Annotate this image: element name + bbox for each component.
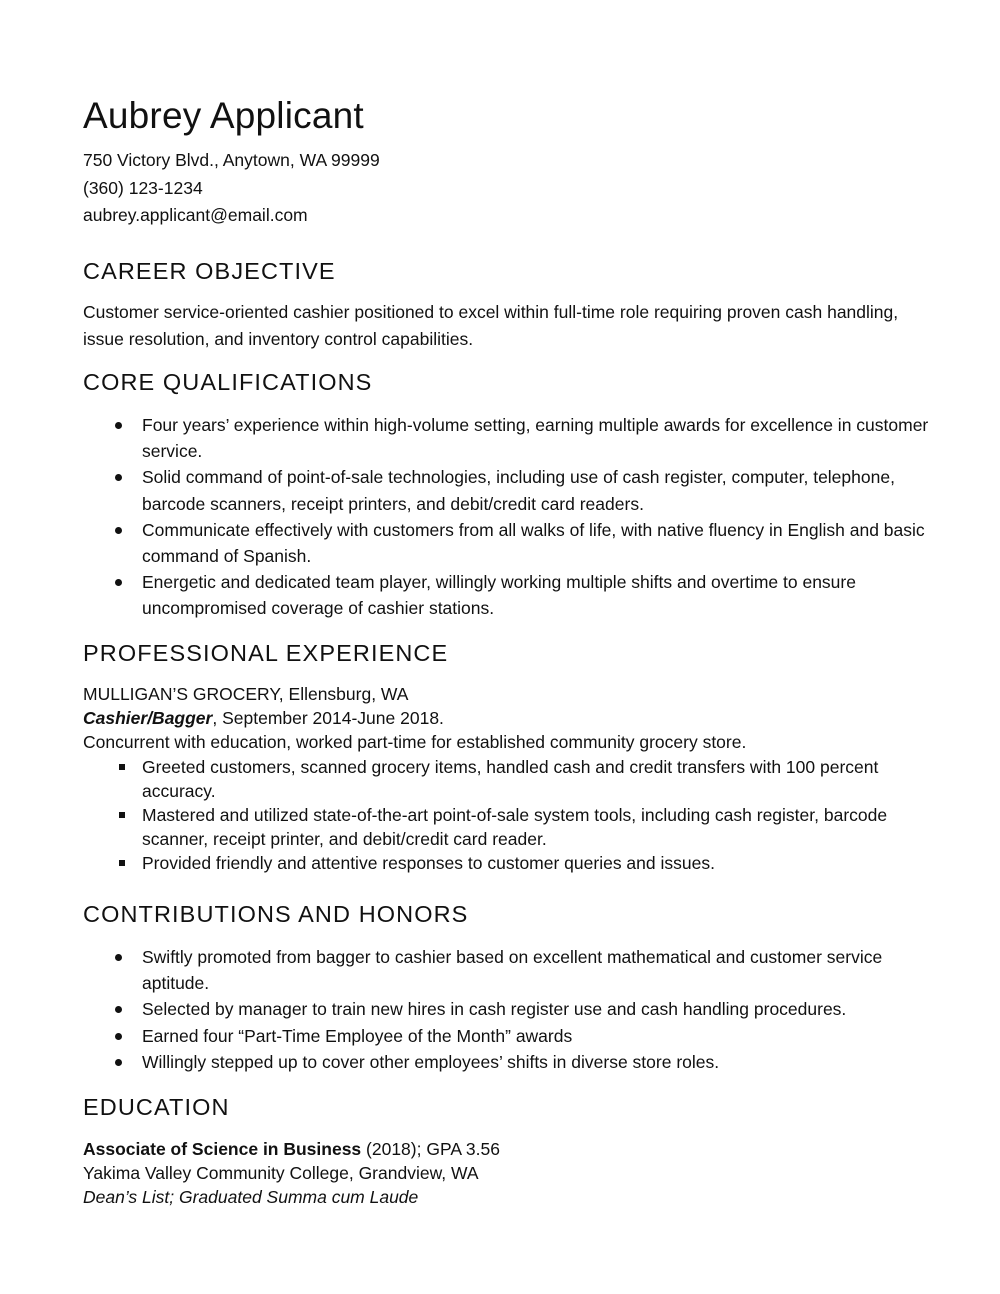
list-item: Solid command of point-of-sale technologies, including use of cash register, computer, telephone, barcode scanners, receipt printers, and debit/credit card readers. [83,464,933,516]
list-item: Willingly stepped up to cover other employees’ shifts in diverse store roles. [83,1049,933,1075]
section-title-qualifications: CORE QUALIFICATIONS [83,369,373,395]
list-item: Four years’ experience within high-volume setting, earning multiple awards for excellence in customer service. [83,412,933,464]
bullet-icon [115,1059,122,1066]
section-title-honors: CONTRIBUTIONS AND HONORS [83,901,469,927]
bullet-icon [115,954,122,961]
list-item: Energetic and dedicated team player, willingly working multiple shifts and overtime to ensure uncompromised coverage of cashier stations. [83,569,933,621]
employer: MULLIGAN’S GROCERY, Ellensburg, WA [83,684,409,704]
phone: (360) 123-1234 [83,177,203,198]
contact-block [83,147,380,230]
applicant-name: Aubrey Applicant [83,95,364,136]
experience-list [83,755,933,875]
honors-list [83,944,933,1075]
job-dates: , September 2014-June 2018. [212,708,444,728]
job-summary: Concurrent with education, worked part-time for established community grocery store. [83,732,747,752]
bullet-icon [115,527,122,534]
list-item: Swiftly promoted from bagger to cashier based on excellent mathematical and customer service aptitude. [83,944,933,996]
email: aubrey.applicant@email.com [83,205,308,225]
address: 750 Victory Blvd., Anytown, WA 99999 [83,150,380,170]
objective-text: Customer service-oriented cashier positioned to excel within full-time role requiring proven cash handling, issue resolution, and inventory control capabilities. [83,302,899,349]
degree-line [83,1137,500,1161]
qualifications-list [83,412,933,622]
list-item: Selected by manager to train new hires in cash register use and cash handling procedures. [83,996,933,1022]
section-title-experience: PROFESSIONAL EXPERIENCE [83,640,449,666]
list-item: Greeted customers, scanned grocery items, handled cash and credit transfers with 100 percent accuracy. [83,755,933,803]
list-item: Provided friendly and attentive responses to customer queries and issues. [83,851,933,875]
square-bullet-icon [119,764,125,770]
square-bullet-icon [119,860,125,866]
school: Yakima Valley Community College, Grandview, WA [83,1163,479,1183]
list-item: Earned four “Part-Time Employee of the Month” awards [83,1023,933,1049]
bullet-icon [115,579,122,586]
degree: Associate of Science in Business [83,1139,362,1159]
job-title: Cashier/Bagger [83,708,213,728]
square-bullet-icon [119,812,125,818]
bullet-icon [115,1033,122,1040]
distinctions: Dean’s List; Graduated Summa cum Laude [83,1187,419,1207]
bullet-icon [115,1006,122,1013]
list-item: Mastered and utilized state-of-the-art point-of-sale system tools, including cash register, barcode scanner, receipt printer, and debit/credit card reader. [83,803,933,851]
degree-detail: (2018); GPA 3.56 [361,1139,500,1159]
bullet-icon [115,474,122,481]
bullet-icon [115,422,122,429]
section-title-education: EDUCATION [83,1094,230,1120]
section-title-objective: CAREER OBJECTIVE [83,258,336,284]
list-item: Communicate effectively with customers from all walks of life, with native fluency in English and basic command of Spanish. [83,517,933,569]
role-line [83,706,444,730]
